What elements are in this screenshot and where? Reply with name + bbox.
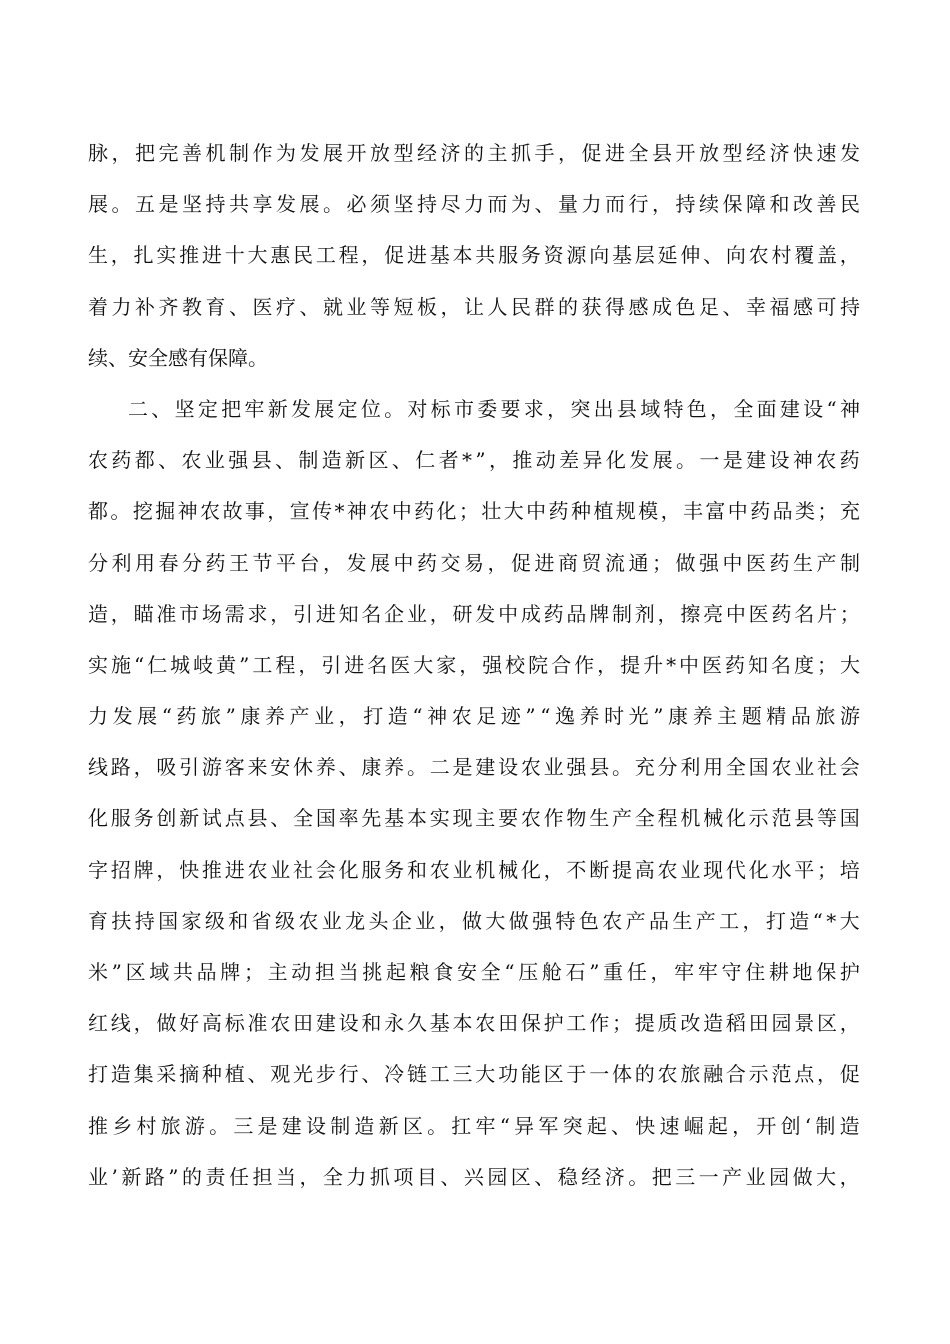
text-line: 字 招 牌 ， 快 推 进 农 业 社 会 化 服 务 和 农 业 机 械 化 ， 不 断 提 高 农 业 现 代 化 水 平 ； 培 xyxy=(88,857,860,882)
text-line: 生 ， 扎 实 推 进 十 大 惠 民 工 程 ， 促 进 基 本 共 服 务 资 源 向 基 层 延 伸 、 向 农 村 覆 盖 ， xyxy=(88,243,860,268)
text-line: 造 ， 瞄 准 市 场 需 求 ， 引 进 知 名 企 业 ， 研 发 中 成 药 品 牌 制 剂 ， 擦 亮 中 医 药 名 片 ； xyxy=(88,601,860,626)
text-line: 二 、 坚 定 把 牢 新 发 展 定 位 。 对 标 市 委 要 求 ， 突 出 县 域 特 色 ， 全 面 建 设 “ 神 xyxy=(128,396,860,421)
text-line: 实 施 “ 仁 城 岐 黄 ” 工 程 ， 引 进 名 医 大 家 ， 强 校 院 合 作 ， 提 升 * 中 医 药 知 名 度 ； 大 xyxy=(88,652,860,677)
text-line: 打 造 集 采 摘 种 植 、 观 光 步 行 、 冷 链 工 三 大 功 能 区 于 一 体 的 农 旅 融 合 示 范 点 ， 促 xyxy=(88,1062,860,1087)
body-text xyxy=(88,128,860,1203)
text-line: 脉 ， 把 完 善 机 制 作 为 发 展 开 放 型 经 济 的 主 抓 手 ， 促 进 全 县 开 放 型 经 济 快 速 发 xyxy=(88,141,860,165)
text-line: 红 线 ， 做 好 高 标 准 农 田 建 设 和 永 久 基 本 农 田 保 护 工 作 ； 提 质 改 造 稻 田 园 景 区 ， xyxy=(88,1011,860,1036)
text-line: 线 路 ， 吸 引 游 客 来 安 休 养 、 康 养 。 二 是 建 设 农 业 强 县 。 充 分 利 用 全 国 农 业 社 会 xyxy=(88,755,860,780)
text-line: 着 力 补 齐 教 育 、 医 疗 、 就 业 等 短 板 ， 让 人 民 群 的 获 得 感 成 色 足 、 幸 福 感 可 持 xyxy=(88,294,860,319)
text-line: 推 乡 村 旅 游 。 三 是 建 设 制 造 新 区 。 扛 牢 “ 异 军 突 起 、 快 速 崛 起 ， 开 创 ‘ 制 造 xyxy=(88,1113,860,1138)
text-line: 化 服 务 创 新 试 点 县 、 全 国 率 先 基 本 实 现 主 要 农 作 物 生 产 全 程 机 械 化 示 范 县 等 国 xyxy=(88,806,860,831)
text-line: 续、安全感有保障。 xyxy=(88,345,268,370)
text-line: 力 发 展 “ 药 旅 ” 康 养 产 业 ， 打 造 “ 神 农 足 迹 ” “ 逸 养 时 光 ” 康 养 主 题 精 品 旅 游 xyxy=(88,704,860,729)
text-line: 展 。 五 是 坚 持 共 享 发 展 。 必 须 坚 持 尽 力 而 为 、 量 力 而 行 ， 持 续 保 障 和 改 善 民 xyxy=(88,192,860,217)
text-line: 农 药 都 、 农 业 强 县 、 制 造 新 区 、 仁 者 * ” ， 推 动 差 异 化 发 展 。 一 是 建 设 神 农 药 xyxy=(88,448,860,473)
text-line: 育 扶 持 国 家 级 和 省 级 农 业 龙 头 企 业 ， 做 大 做 强 特 色 农 产 品 生 产 工 ， 打 造 “ * 大 xyxy=(88,908,860,933)
text-line: 业 ’ 新 路 ” 的 责 任 担 当 ， 全 力 抓 项 目 、 兴 园 区 、 稳 经 济 。 把 三 一 产 业 园 做 大 ， xyxy=(88,1164,860,1189)
text-line: 都 。 挖 掘 神 农 故 事 ， 宣 传 * 神 农 中 药 化 ； 壮 大 中 药 种 植 规 模 ， 丰 富 中 药 品 类 ； 充 xyxy=(88,499,860,524)
text-line: 分 利 用 春 分 药 王 节 平 台 ， 发 展 中 药 交 易 ， 促 进 商 贸 流 通 ； 做 强 中 医 药 生 产 制 xyxy=(88,550,860,575)
text-line: 米 ” 区 域 共 品 牌 ； 主 动 担 当 挑 起 粮 食 安 全 “ 压 舱 石 ” 重 任 ， 牢 牢 守 住 耕 地 保 护 xyxy=(88,960,860,984)
